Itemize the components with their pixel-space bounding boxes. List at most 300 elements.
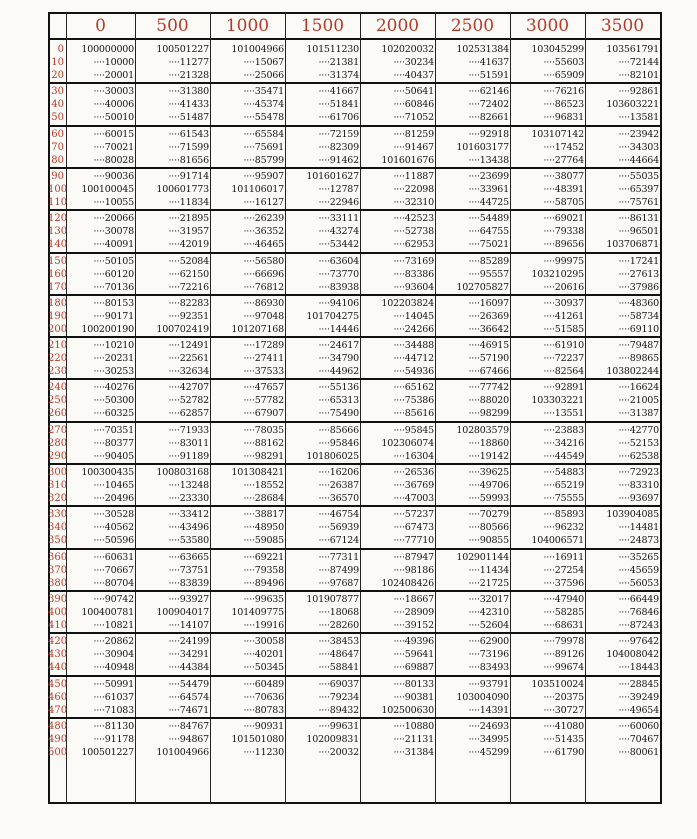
- table-cell: ····18443: [618, 662, 659, 674]
- table-cell: ····43496: [168, 522, 209, 534]
- table-cell: ····30904: [93, 649, 134, 661]
- table-cell: 100400781: [81, 606, 134, 618]
- table-cell: ····16624: [618, 382, 659, 394]
- table-cell: ····14045: [393, 310, 434, 322]
- table-cell: ····20862: [93, 636, 134, 648]
- table-cell: ····46465: [243, 239, 284, 251]
- table-cell: ····17452: [543, 141, 584, 153]
- row-group: [48, 507, 662, 547]
- table-cell: ····70636: [243, 691, 284, 703]
- table-cell: ····93791: [468, 678, 509, 690]
- table-row: [48, 648, 662, 661]
- table-cell: ····95845: [393, 424, 434, 436]
- table-cell: ····27764: [543, 154, 584, 166]
- row-group: [48, 127, 662, 167]
- table-cell: ····37986: [618, 281, 659, 293]
- table-cell: ····85289: [468, 255, 509, 267]
- table-cell: ····91462: [318, 154, 359, 166]
- table-cell: 103561791: [606, 44, 659, 55]
- table-cell: ····20001: [93, 70, 134, 81]
- table-cell: ····11434: [468, 564, 509, 576]
- table-cell: ····47657: [243, 382, 284, 394]
- table-cell: ····85666: [318, 424, 359, 436]
- table-cell: ····18860: [468, 437, 509, 449]
- table-cell: ····26369: [468, 310, 509, 322]
- row-label: 380: [48, 577, 68, 589]
- table-cell: ····67907: [243, 408, 284, 420]
- table-cell: ····17289: [243, 340, 284, 352]
- table-cell: ····90742: [93, 593, 134, 605]
- row-label: 130: [48, 226, 68, 238]
- table-cell: ····25066: [243, 70, 284, 81]
- table-cell: ····69110: [618, 323, 659, 335]
- table-cell: 103904085: [606, 509, 659, 521]
- row-label: 200: [48, 323, 68, 335]
- row-group: [48, 634, 662, 674]
- table-cell: ····75490: [318, 408, 359, 420]
- table-cell: ····63665: [168, 551, 209, 563]
- table-cell: 101511230: [306, 44, 359, 55]
- table-cell: ····63604: [318, 255, 359, 267]
- table-cell: ····40201: [243, 649, 284, 661]
- row-label: 460: [48, 691, 68, 703]
- row-label: 190: [48, 310, 68, 322]
- table-row: [48, 183, 662, 196]
- row-label: 260: [48, 408, 68, 420]
- table-cell: ····80061: [618, 746, 659, 758]
- table-cell: ····60631: [93, 551, 134, 563]
- table-row: [48, 111, 662, 124]
- table-cell: 101601676: [381, 154, 434, 166]
- table-cell: ····48950: [243, 522, 284, 534]
- table-cell: ····42770: [618, 424, 659, 436]
- row-group: [48, 211, 662, 251]
- table-cell: ····89126: [543, 649, 584, 661]
- table-cell: ····70667: [93, 564, 134, 576]
- table-cell: ····49654: [618, 704, 659, 716]
- table-cell: ····70136: [93, 281, 134, 293]
- table-cell: 103802244: [606, 366, 659, 378]
- table-cell: ····79234: [318, 691, 359, 703]
- row-group: [48, 423, 662, 463]
- row-label: 390: [48, 593, 68, 605]
- table-row: [48, 508, 662, 521]
- table-cell: ····75386: [393, 395, 434, 407]
- group-rule: [48, 505, 662, 507]
- table-cell: ····34488: [393, 340, 434, 352]
- table-cell: ····68631: [543, 619, 584, 631]
- row-group: [48, 84, 662, 124]
- row-label: 140: [48, 239, 68, 251]
- table-row: [48, 69, 662, 82]
- table-cell: ····34995: [468, 733, 509, 745]
- table-cell: ····41261: [543, 310, 584, 322]
- table-cell: ····22946: [318, 196, 359, 208]
- table-cell: ····90405: [93, 450, 134, 462]
- table-cell: ····98186: [393, 564, 434, 576]
- row-group: [48, 592, 662, 632]
- table-cell: ····56939: [318, 522, 359, 534]
- table-row: [48, 577, 662, 590]
- table-cell: ····24266: [393, 323, 434, 335]
- table-cell: ····39249: [618, 691, 659, 703]
- table-cell: ····69037: [318, 678, 359, 690]
- table-cell: ····91178: [93, 733, 134, 745]
- row-label: 440: [48, 662, 68, 674]
- table-cell: ····31380: [168, 86, 209, 98]
- table-row: [48, 310, 662, 323]
- row-label: 220: [48, 353, 68, 365]
- table-cell: ····41433: [168, 99, 209, 111]
- row-label: 20: [51, 70, 64, 81]
- table-cell: ····31384: [393, 746, 434, 758]
- table-cell: ····40276: [93, 382, 134, 394]
- row-label: 420: [48, 636, 68, 648]
- table-cell: ····82309: [318, 141, 359, 153]
- table-cell: ····39152: [393, 619, 434, 631]
- table-cell: ····22561: [168, 353, 209, 365]
- table-cell: 102020032: [381, 44, 434, 55]
- table-cell: ····66696: [243, 268, 284, 280]
- table-cell: ····36352: [243, 226, 284, 238]
- table-row: [48, 255, 662, 268]
- table-cell: ····20496: [93, 493, 134, 504]
- row-label: 360: [48, 551, 68, 563]
- table-cell: ····32310: [393, 196, 434, 208]
- table-cell: 103045299: [531, 44, 584, 55]
- table-cell: ····35471: [243, 86, 284, 98]
- table-cell: ····55478: [243, 112, 284, 124]
- row-label: 230: [48, 366, 68, 378]
- table-cell: ····64755: [468, 226, 509, 238]
- table-cell: ····50345: [243, 662, 284, 674]
- row-label: 430: [48, 649, 68, 661]
- table-cell: ····98291: [243, 450, 284, 462]
- table-cell: ····99631: [318, 720, 359, 732]
- table-cell: 101004966: [156, 746, 209, 758]
- table-cell: ····54479: [168, 678, 209, 690]
- group-rule: [48, 167, 662, 169]
- table-cell: ····86523: [543, 99, 584, 111]
- table-cell: ····46915: [468, 340, 509, 352]
- row-label: 500: [48, 746, 68, 758]
- table-cell: ····80153: [93, 297, 134, 309]
- row-label: 120: [48, 213, 68, 225]
- table-cell: ····53442: [318, 239, 359, 251]
- table-cell: ····57237: [393, 509, 434, 521]
- table-cell: ····18552: [243, 480, 284, 491]
- table-cell: ····77311: [318, 551, 359, 563]
- table-cell: ····96831: [543, 112, 584, 124]
- table-cell: 101907877: [306, 593, 359, 605]
- table-cell: ····55035: [618, 170, 659, 182]
- table-row: [48, 297, 662, 310]
- table-cell: ····42310: [468, 606, 509, 618]
- table-cell: ····28845: [618, 678, 659, 690]
- table-cell: ····26536: [393, 467, 434, 478]
- table-cell: ····81656: [168, 154, 209, 166]
- table-cell: 102408426: [381, 577, 434, 589]
- column-header: 500: [156, 16, 189, 36]
- table-cell: ····23699: [468, 170, 509, 182]
- table-cell: ····92891: [543, 382, 584, 394]
- table-cell: ····31957: [168, 226, 209, 238]
- table-cell: ····21895: [168, 213, 209, 225]
- row-group: [48, 465, 662, 505]
- table-row: [48, 564, 662, 577]
- table-cell: 101308421: [231, 467, 284, 478]
- column-header: 3500: [600, 16, 645, 36]
- table-cell: ····30003: [93, 86, 134, 98]
- table-cell: ····65584: [243, 128, 284, 140]
- table-cell: ····57782: [243, 395, 284, 407]
- table-cell: ····60015: [93, 128, 134, 140]
- group-rule: [48, 421, 662, 423]
- table-cell: ····85799: [243, 154, 284, 166]
- table-row: [48, 407, 662, 420]
- table-cell: ····51585: [543, 323, 584, 335]
- table-row: [48, 534, 662, 547]
- table-row: [48, 170, 662, 183]
- table-cell: ····22098: [393, 183, 434, 195]
- table-cell: ····20032: [318, 746, 359, 758]
- table-cell: ····49706: [468, 480, 509, 491]
- table-cell: ····99635: [243, 593, 284, 605]
- table-cell: ····90931: [243, 720, 284, 732]
- table-cell: 101806025: [306, 450, 359, 462]
- row-label: 210: [48, 340, 68, 352]
- table-cell: 102531384: [456, 44, 509, 55]
- table-cell: ····83011: [168, 437, 209, 449]
- table-row: [48, 492, 662, 505]
- table-row: [48, 352, 662, 365]
- table-cell: ····87499: [318, 564, 359, 576]
- table-cell: ····23330: [168, 493, 209, 504]
- column-header: 3000: [525, 16, 570, 36]
- row-group: [48, 169, 662, 209]
- table-cell: ····32017: [468, 593, 509, 605]
- row-label: 300: [48, 467, 68, 478]
- table-cell: ····84767: [168, 720, 209, 732]
- table-cell: ····85893: [543, 509, 584, 521]
- row-label: 60: [51, 128, 64, 140]
- table-row: [48, 450, 662, 463]
- table-cell: ····20231: [93, 353, 134, 365]
- row-label: 40: [51, 99, 64, 111]
- table-cell: 103603221: [606, 99, 659, 111]
- table-row: [48, 661, 662, 674]
- table-cell: ····67466: [468, 366, 509, 378]
- table-row: [48, 394, 662, 407]
- table-cell: ····11887: [393, 170, 434, 182]
- row-label: 480: [48, 720, 68, 732]
- table-cell: ····56580: [243, 255, 284, 267]
- group-rule: [48, 632, 662, 634]
- group-rule: [48, 378, 662, 380]
- table-cell: ····83493: [468, 662, 509, 674]
- row-group: [48, 254, 662, 294]
- table-cell: ····90855: [468, 535, 509, 547]
- table-cell: ····20616: [543, 281, 584, 293]
- table-cell: 100300435: [81, 467, 134, 478]
- table-cell: ····58705: [543, 196, 584, 208]
- table-cell: ····39625: [468, 467, 509, 478]
- table-cell: ····13581: [618, 112, 659, 124]
- table-cell: ····42019: [168, 239, 209, 251]
- table-cell: ····28909: [393, 606, 434, 618]
- table-cell: ····69221: [243, 551, 284, 563]
- table-cell: ····73196: [468, 649, 509, 661]
- table-cell: ····52084: [168, 255, 209, 267]
- table-cell: ····72216: [168, 281, 209, 293]
- table-cell: ····45374: [243, 99, 284, 111]
- table-cell: ····35265: [618, 551, 659, 563]
- table-cell: 100000000: [81, 44, 134, 55]
- table-cell: ····65313: [318, 395, 359, 407]
- table-cell: 101106017: [231, 183, 284, 195]
- row-group: [48, 296, 662, 336]
- table-cell: ····21328: [168, 70, 209, 81]
- table-cell: ····62900: [468, 636, 509, 648]
- table-cell: ····80377: [93, 437, 134, 449]
- table-row: [48, 128, 662, 141]
- table-cell: ····21381: [318, 57, 359, 68]
- table-cell: ····82101: [618, 70, 659, 81]
- table-row: [48, 551, 662, 564]
- table-cell: ····80028: [93, 154, 134, 166]
- table-cell: ····40091: [93, 239, 134, 251]
- table-cell: ····26387: [318, 480, 359, 491]
- table-cell: ····89656: [543, 239, 584, 251]
- table-cell: ····48360: [618, 297, 659, 309]
- row-label: 0: [57, 44, 64, 55]
- table-cell: ····62953: [393, 239, 434, 251]
- table-cell: ····97642: [618, 636, 659, 648]
- table-cell: 102901144: [456, 551, 509, 563]
- table-cell: ····24873: [618, 535, 659, 547]
- table-cell: ····67124: [318, 535, 359, 547]
- row-label: 270: [48, 424, 68, 436]
- table-cell: ····65162: [393, 382, 434, 394]
- table-cell: ····82661: [468, 112, 509, 124]
- column-header: 2500: [450, 16, 495, 36]
- row-group: [48, 380, 662, 420]
- table-cell: ····50105: [93, 255, 134, 267]
- table-row: [48, 479, 662, 492]
- row-label: 340: [48, 522, 68, 534]
- table-row: [48, 281, 662, 294]
- table-cell: ····21131: [393, 733, 434, 745]
- table-cell: 102009831: [306, 733, 359, 745]
- table-cell: ····72144: [618, 57, 659, 68]
- table-cell: ····99674: [543, 662, 584, 674]
- group-rule: [48, 675, 662, 677]
- table-cell: ····52153: [618, 437, 659, 449]
- table-cell: ····55603: [543, 57, 584, 68]
- table-cell: ····76846: [618, 606, 659, 618]
- table-cell: 100702419: [156, 323, 209, 335]
- table-cell: ····13551: [543, 408, 584, 420]
- table-cell: ····44549: [543, 450, 584, 462]
- table-cell: ····72237: [543, 353, 584, 365]
- table-cell: ····30528: [93, 509, 134, 521]
- table-cell: ····60325: [93, 408, 134, 420]
- table-cell: ····45659: [618, 564, 659, 576]
- table-cell: ····48647: [318, 649, 359, 661]
- table-cell: ····42523: [393, 213, 434, 225]
- table-cell: ····54489: [468, 213, 509, 225]
- table-cell: ····76812: [243, 281, 284, 293]
- table-cell: ····62150: [168, 268, 209, 280]
- table-cell: ····18068: [318, 606, 359, 618]
- table-cell: ····70021: [93, 141, 134, 153]
- table-cell: ····92351: [168, 310, 209, 322]
- group-rule: [48, 548, 662, 550]
- table-cell: ····30058: [243, 636, 284, 648]
- table-cell: ····72402: [468, 99, 509, 111]
- table-cell: ····21725: [468, 577, 509, 589]
- table-cell: ····54936: [393, 366, 434, 378]
- row-label: 450: [48, 678, 68, 690]
- table-cell: ····47003: [393, 493, 434, 504]
- group-rule: [48, 463, 662, 465]
- table-cell: ····37596: [543, 577, 584, 589]
- table-cell: ····30937: [543, 297, 584, 309]
- table-cell: ····24617: [318, 340, 359, 352]
- table-cell: ····77742: [468, 382, 509, 394]
- table-cell: ····53580: [168, 535, 209, 547]
- table-cell: ····93604: [393, 281, 434, 293]
- table-cell: ····44725: [468, 196, 509, 208]
- table-cell: ····13438: [468, 154, 509, 166]
- table-cell: ····41637: [468, 57, 509, 68]
- table-cell: ····75555: [543, 493, 584, 504]
- table-cell: ····70467: [618, 733, 659, 745]
- table-row: [48, 141, 662, 154]
- table-row: [48, 43, 662, 56]
- table-cell: ····79487: [618, 340, 659, 352]
- table-cell: ····96501: [618, 226, 659, 238]
- table-cell: ····91467: [393, 141, 434, 153]
- table-cell: ····30727: [543, 704, 584, 716]
- table-cell: ····52604: [468, 619, 509, 631]
- table-cell: ····38817: [243, 509, 284, 521]
- table-cell: ····50010: [93, 112, 134, 124]
- table-cell: ····90171: [93, 310, 134, 322]
- table-cell: ····42707: [168, 382, 209, 394]
- table-cell: ····55136: [318, 382, 359, 394]
- table-cell: 101603177: [456, 141, 509, 153]
- group-rule: [48, 590, 662, 592]
- table-cell: ····79978: [543, 636, 584, 648]
- table-cell: ····10880: [393, 720, 434, 732]
- group-rule: [48, 717, 662, 719]
- table-cell: ····23942: [618, 128, 659, 140]
- table-cell: ····91189: [168, 450, 209, 462]
- table-cell: ····74671: [168, 704, 209, 716]
- table-cell: ····79338: [543, 226, 584, 238]
- table-cell: ····71933: [168, 424, 209, 436]
- table-cell: 104008042: [606, 649, 659, 661]
- table-cell: ····11277: [168, 57, 209, 68]
- table-row: [48, 212, 662, 225]
- table-cell: 100601773: [156, 183, 209, 195]
- row-label: 320: [48, 493, 68, 504]
- table-cell: ····17241: [618, 255, 659, 267]
- table-cell: ····21005: [618, 395, 659, 407]
- table-cell: ····51591: [468, 70, 509, 81]
- table-cell: ····10821: [93, 619, 134, 631]
